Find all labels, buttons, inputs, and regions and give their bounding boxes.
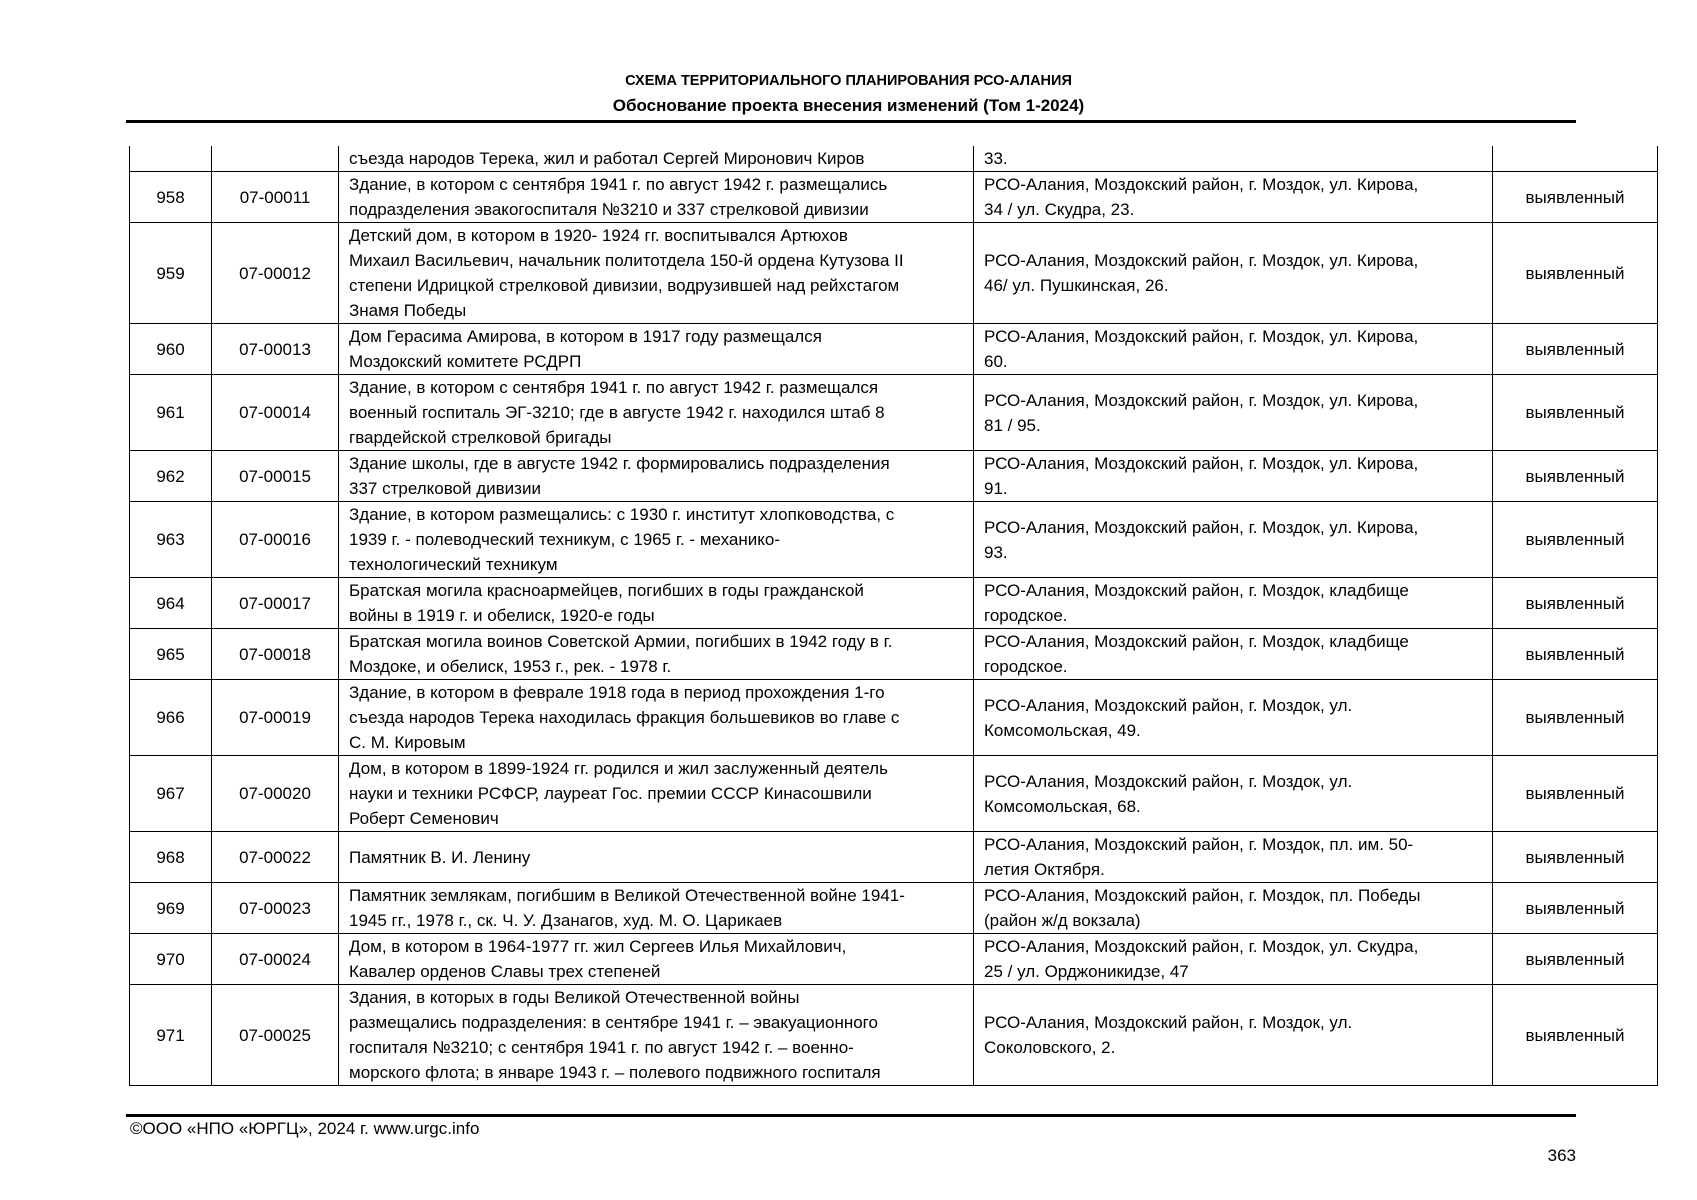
cell-text-line: 93.	[984, 542, 1008, 562]
cell-text-line: Моздокский комитете РСДРП	[349, 352, 582, 371]
object-address	[974, 502, 1493, 578]
registry-code: 07-00018	[212, 629, 339, 680]
cell-text-line: Детский дом, в котором в 1920- 1924 гг. воспитывался Артюхов	[349, 226, 848, 245]
protection-status: выявленный	[1493, 223, 1658, 324]
cell-text-line: Здание, в котором с сентября 1941 г. по август 1942 г. размещались	[349, 175, 888, 194]
object-description	[339, 985, 974, 1086]
object-address	[974, 451, 1493, 502]
table-row	[130, 324, 1658, 375]
registry-code: 07-00019	[212, 680, 339, 756]
cell-text-line: Роберт Семенович	[349, 809, 499, 828]
cell-text-line: 1945 гг., 1978 г., ск. Ч. У. Дзанагов, худ. М. О. Царикаев	[349, 911, 783, 930]
cell-text-line: Братская могила красноармейцев, погибших в годы гражданской	[349, 581, 864, 600]
cell-text-line: Знамя Победы	[349, 301, 467, 320]
cell-text-line: войны в 1919 г. и обелиск, 1920-е годы	[349, 606, 655, 625]
cell-text-line: Дом, в котором в 1964-1977 гг. жил Сергеев Илья Михайлович,	[349, 937, 847, 956]
object-address	[974, 832, 1493, 883]
table-body	[130, 146, 1658, 1086]
row-number: 964	[130, 578, 212, 629]
registry-code	[212, 146, 339, 172]
footer-copyright: ©ООО «НПО «ЮРГЦ», 2024 г. www.urgc.info	[130, 1119, 480, 1138]
registry-code: 07-00016	[212, 502, 339, 578]
table-row	[130, 832, 1658, 883]
cell-text-line: РСО-Алания, Моздокский район, г. Моздок, ул.	[984, 1013, 1353, 1032]
object-address	[974, 629, 1493, 680]
row-number: 959	[130, 223, 212, 324]
object-description	[339, 832, 974, 883]
registry-code: 07-00012	[212, 223, 339, 324]
table-row	[130, 375, 1658, 451]
object-description	[339, 578, 974, 629]
object-address	[974, 985, 1493, 1086]
cell-text-line: 25 / ул. Орджоникидзе, 47	[984, 962, 1189, 981]
cell-text-line: РСО-Алания, Моздокский район, г. Моздок, ул. Скудра,	[984, 937, 1419, 956]
footer-divider	[126, 1114, 1576, 1117]
row-number: 970	[130, 934, 212, 985]
protection-status	[1493, 146, 1658, 172]
registry-code: 07-00025	[212, 985, 339, 1086]
cell-text-line: РСО-Алания, Моздокский район, г. Моздок, ул.	[984, 771, 1353, 791]
object-address	[974, 223, 1493, 324]
cell-text-line: Здание, в котором в феврале 1918 года в период прохождения 1-го	[349, 683, 885, 702]
protection-status: выявленный	[1493, 832, 1658, 883]
cell-text-line: Кавалер орденов Славы трех степеней	[349, 962, 661, 981]
cell-text-line: РСО-Алания, Моздокский район, г. Моздок, ул. Кирова,	[984, 390, 1419, 410]
cell-text-line: 1939 г. - полеводческий техникум, с 1965 г. - механико-	[349, 530, 780, 549]
protection-status: выявленный	[1493, 375, 1658, 451]
cell-text-line: размещались подразделения: в сентябре 1941 г. – эвакуационного	[349, 1013, 878, 1032]
object-address	[974, 324, 1493, 375]
cell-text-line: науки и техники РСФСР, лауреат Гос. премии СССР Кинасошвили	[349, 784, 872, 803]
cell-text-line: Здание, в котором с сентября 1941 г. по август 1942 г. размещался	[349, 378, 879, 397]
cell-text-line: 337 стрелковой дивизии	[349, 479, 541, 498]
cell-text-line: Дом Герасима Амирова, в котором в 1917 году размещался	[349, 327, 822, 346]
object-description	[339, 629, 974, 680]
object-description	[339, 934, 974, 985]
object-description	[339, 375, 974, 451]
cell-text-line: РСО-Алания, Моздокский район, г. Моздок, ул. Кирова,	[984, 251, 1419, 270]
cell-text-line: РСО-Алания, Моздокский район, г. Моздок, пл. Победы	[984, 886, 1421, 905]
protection-status: выявленный	[1493, 934, 1658, 985]
cell-text-line: Михаил Васильевич, начальник политотдела 150-й ордена Кутузова II	[349, 251, 904, 270]
cell-text-line: РСО-Алания, Моздокский район, г. Моздок, ул. Кирова,	[984, 175, 1419, 194]
object-description	[339, 502, 974, 578]
cell-text-line: госпиталя №3210; с сентября 1941 г. по август 1942 г. – военно-	[349, 1038, 854, 1057]
row-number: 961	[130, 375, 212, 451]
page-header-title: СХЕМА ТЕРРИТОРИАЛЬНОГО ПЛАНИРОВАНИЯ РСО-АЛАНИЯ	[625, 73, 1072, 89]
cell-text-line: Соколовского, 2.	[984, 1038, 1116, 1057]
cell-text-line: Здание, в котором размещались: с 1930 г. институт хлопководства, с	[349, 505, 895, 524]
protection-status: выявленный	[1493, 756, 1658, 832]
table-row	[130, 756, 1658, 832]
table-row	[130, 578, 1658, 629]
object-address	[974, 172, 1493, 223]
row-number: 965	[130, 629, 212, 680]
cell-text-line: (район ж/д вокзала)	[984, 911, 1141, 930]
protection-status: выявленный	[1493, 883, 1658, 934]
cell-text-line: 60.	[984, 352, 1008, 371]
table-row	[130, 451, 1658, 502]
table-row-continuation	[130, 146, 1658, 172]
protection-status: выявленный	[1493, 172, 1658, 223]
protection-status: выявленный	[1493, 578, 1658, 629]
cell-text-line: РСО-Алания, Моздокский район, г. Моздок, кладбище	[984, 632, 1409, 651]
cell-text-line: Братская могила воинов Советской Армии, погибших в 1942 году в г.	[349, 632, 893, 651]
cell-text-line: Комсомольская, 49.	[984, 720, 1141, 740]
cell-text-line: военный госпиталь ЭГ-3210; где в августе 1942 г. находился штаб 8	[349, 403, 885, 422]
cell-text-line: РСО-Алания, Моздокский район, г. Моздок, ул. Кирова,	[984, 327, 1419, 346]
protection-status: выявленный	[1493, 985, 1658, 1086]
registry-code: 07-00015	[212, 451, 339, 502]
object-description	[339, 680, 974, 756]
registry-code: 07-00023	[212, 883, 339, 934]
cell-text-line: РСО-Алания, Моздокский район, г. Моздок, ул.	[984, 695, 1353, 715]
cell-text-line: РСО-Алания, Моздокский район, г. Моздок, ул. Кирова,	[984, 454, 1419, 473]
protection-status: выявленный	[1493, 451, 1658, 502]
cell-text-line: подразделения эвакогоспиталя №3210 и 337 стрелковой дивизии	[349, 200, 869, 219]
row-number: 966	[130, 680, 212, 756]
table-row	[130, 680, 1658, 756]
object-description	[339, 146, 974, 172]
cell-text-line: С. М. Кировым	[349, 733, 466, 752]
protection-status: выявленный	[1493, 502, 1658, 578]
table-row	[130, 934, 1658, 985]
cell-text-line: Памятник землякам, погибшим в Великой Отечественной войне 1941-	[349, 886, 905, 905]
registry-code: 07-00013	[212, 324, 339, 375]
object-address	[974, 578, 1493, 629]
registry-code: 07-00017	[212, 578, 339, 629]
row-number: 968	[130, 832, 212, 883]
page-number: 363	[1547, 1146, 1576, 1165]
cell-text-line: РСО-Алания, Моздокский район, г. Моздок, пл. им. 50-	[984, 835, 1414, 854]
cell-text-line: гвардейской стрелковой бригады	[349, 428, 612, 447]
cell-text-line: морского флота; в январе 1943 г. – полевого подвижного госпиталя	[349, 1063, 881, 1082]
page-header-subtitle: Обоснование проекта внесения изменений (Том 1-2024)	[612, 96, 1085, 115]
cell-text-line: Здания, в которых в годы Великой Отечественной войны	[349, 988, 800, 1007]
row-number: 963	[130, 502, 212, 578]
protection-status: выявленный	[1493, 680, 1658, 756]
object-address	[974, 883, 1493, 934]
cell-text-line: технологический техникум	[349, 555, 558, 574]
registry-code: 07-00022	[212, 832, 339, 883]
cell-text-line: Здание школы, где в августе 1942 г. формировались подразделения	[349, 454, 890, 473]
heritage-registry-table	[129, 146, 1658, 1086]
cell-text-line: 34 / ул. Скудра, 23.	[984, 200, 1135, 219]
row-number: 960	[130, 324, 212, 375]
object-address	[974, 375, 1493, 451]
cell-text-line: городское.	[984, 606, 1068, 625]
row-number: 962	[130, 451, 212, 502]
table-row	[130, 223, 1658, 324]
table-row	[130, 985, 1658, 1086]
protection-status: выявленный	[1493, 324, 1658, 375]
registry-code: 07-00014	[212, 375, 339, 451]
object-address	[974, 146, 1493, 172]
registry-code: 07-00011	[212, 172, 339, 223]
protection-status: выявленный	[1493, 629, 1658, 680]
cell-text-line: степени Идрицкой стрелковой дивизии, водрузившей над рейхстагом	[349, 276, 900, 295]
object-description	[339, 756, 974, 832]
table-row	[130, 883, 1658, 934]
cell-text-line: 91.	[984, 479, 1008, 498]
row-number: 958	[130, 172, 212, 223]
header-divider	[126, 120, 1576, 123]
object-address	[974, 934, 1493, 985]
cell-text-line: городское.	[984, 657, 1068, 676]
registry-code: 07-00020	[212, 756, 339, 832]
object-description	[339, 883, 974, 934]
object-description	[339, 451, 974, 502]
cell-text-line: РСО-Алания, Моздокский район, г. Моздок, ул. Кирова,	[984, 517, 1419, 537]
registry-code: 07-00024	[212, 934, 339, 985]
object-address	[974, 756, 1493, 832]
table-row	[130, 172, 1658, 223]
object-description	[339, 223, 974, 324]
cell-text-line: съезда народов Терека, жил и работал Сергей Миронович Киров	[349, 149, 865, 168]
cell-text-line: РСО-Алания, Моздокский район, г. Моздок, кладбище	[984, 581, 1409, 600]
object-description	[339, 172, 974, 223]
row-number: 969	[130, 883, 212, 934]
cell-text-line: Памятник В. И. Ленину	[349, 847, 531, 867]
cell-text-line: 81 / 95.	[984, 415, 1041, 435]
cell-text-line: Моздоке, и обелиск, 1953 г., рек. - 1978 г.	[349, 657, 672, 676]
table-row	[130, 502, 1658, 578]
cell-text-line: Дом, в котором в 1899-1924 гг. родился и жил заслуженный деятель	[349, 759, 888, 778]
cell-text-line: съезда народов Терека находилась фракция большевиков во главе с	[349, 708, 900, 727]
row-number: 967	[130, 756, 212, 832]
cell-text-line: летия Октября.	[984, 860, 1105, 879]
object-address	[974, 680, 1493, 756]
table-row	[130, 629, 1658, 680]
row-number	[130, 146, 212, 172]
object-description	[339, 324, 974, 375]
row-number: 971	[130, 985, 212, 1086]
cell-text-line: 33.	[984, 149, 1008, 168]
cell-text-line: 46/ ул. Пушкинская, 26.	[984, 276, 1169, 295]
cell-text-line: Комсомольская, 68.	[984, 796, 1141, 816]
